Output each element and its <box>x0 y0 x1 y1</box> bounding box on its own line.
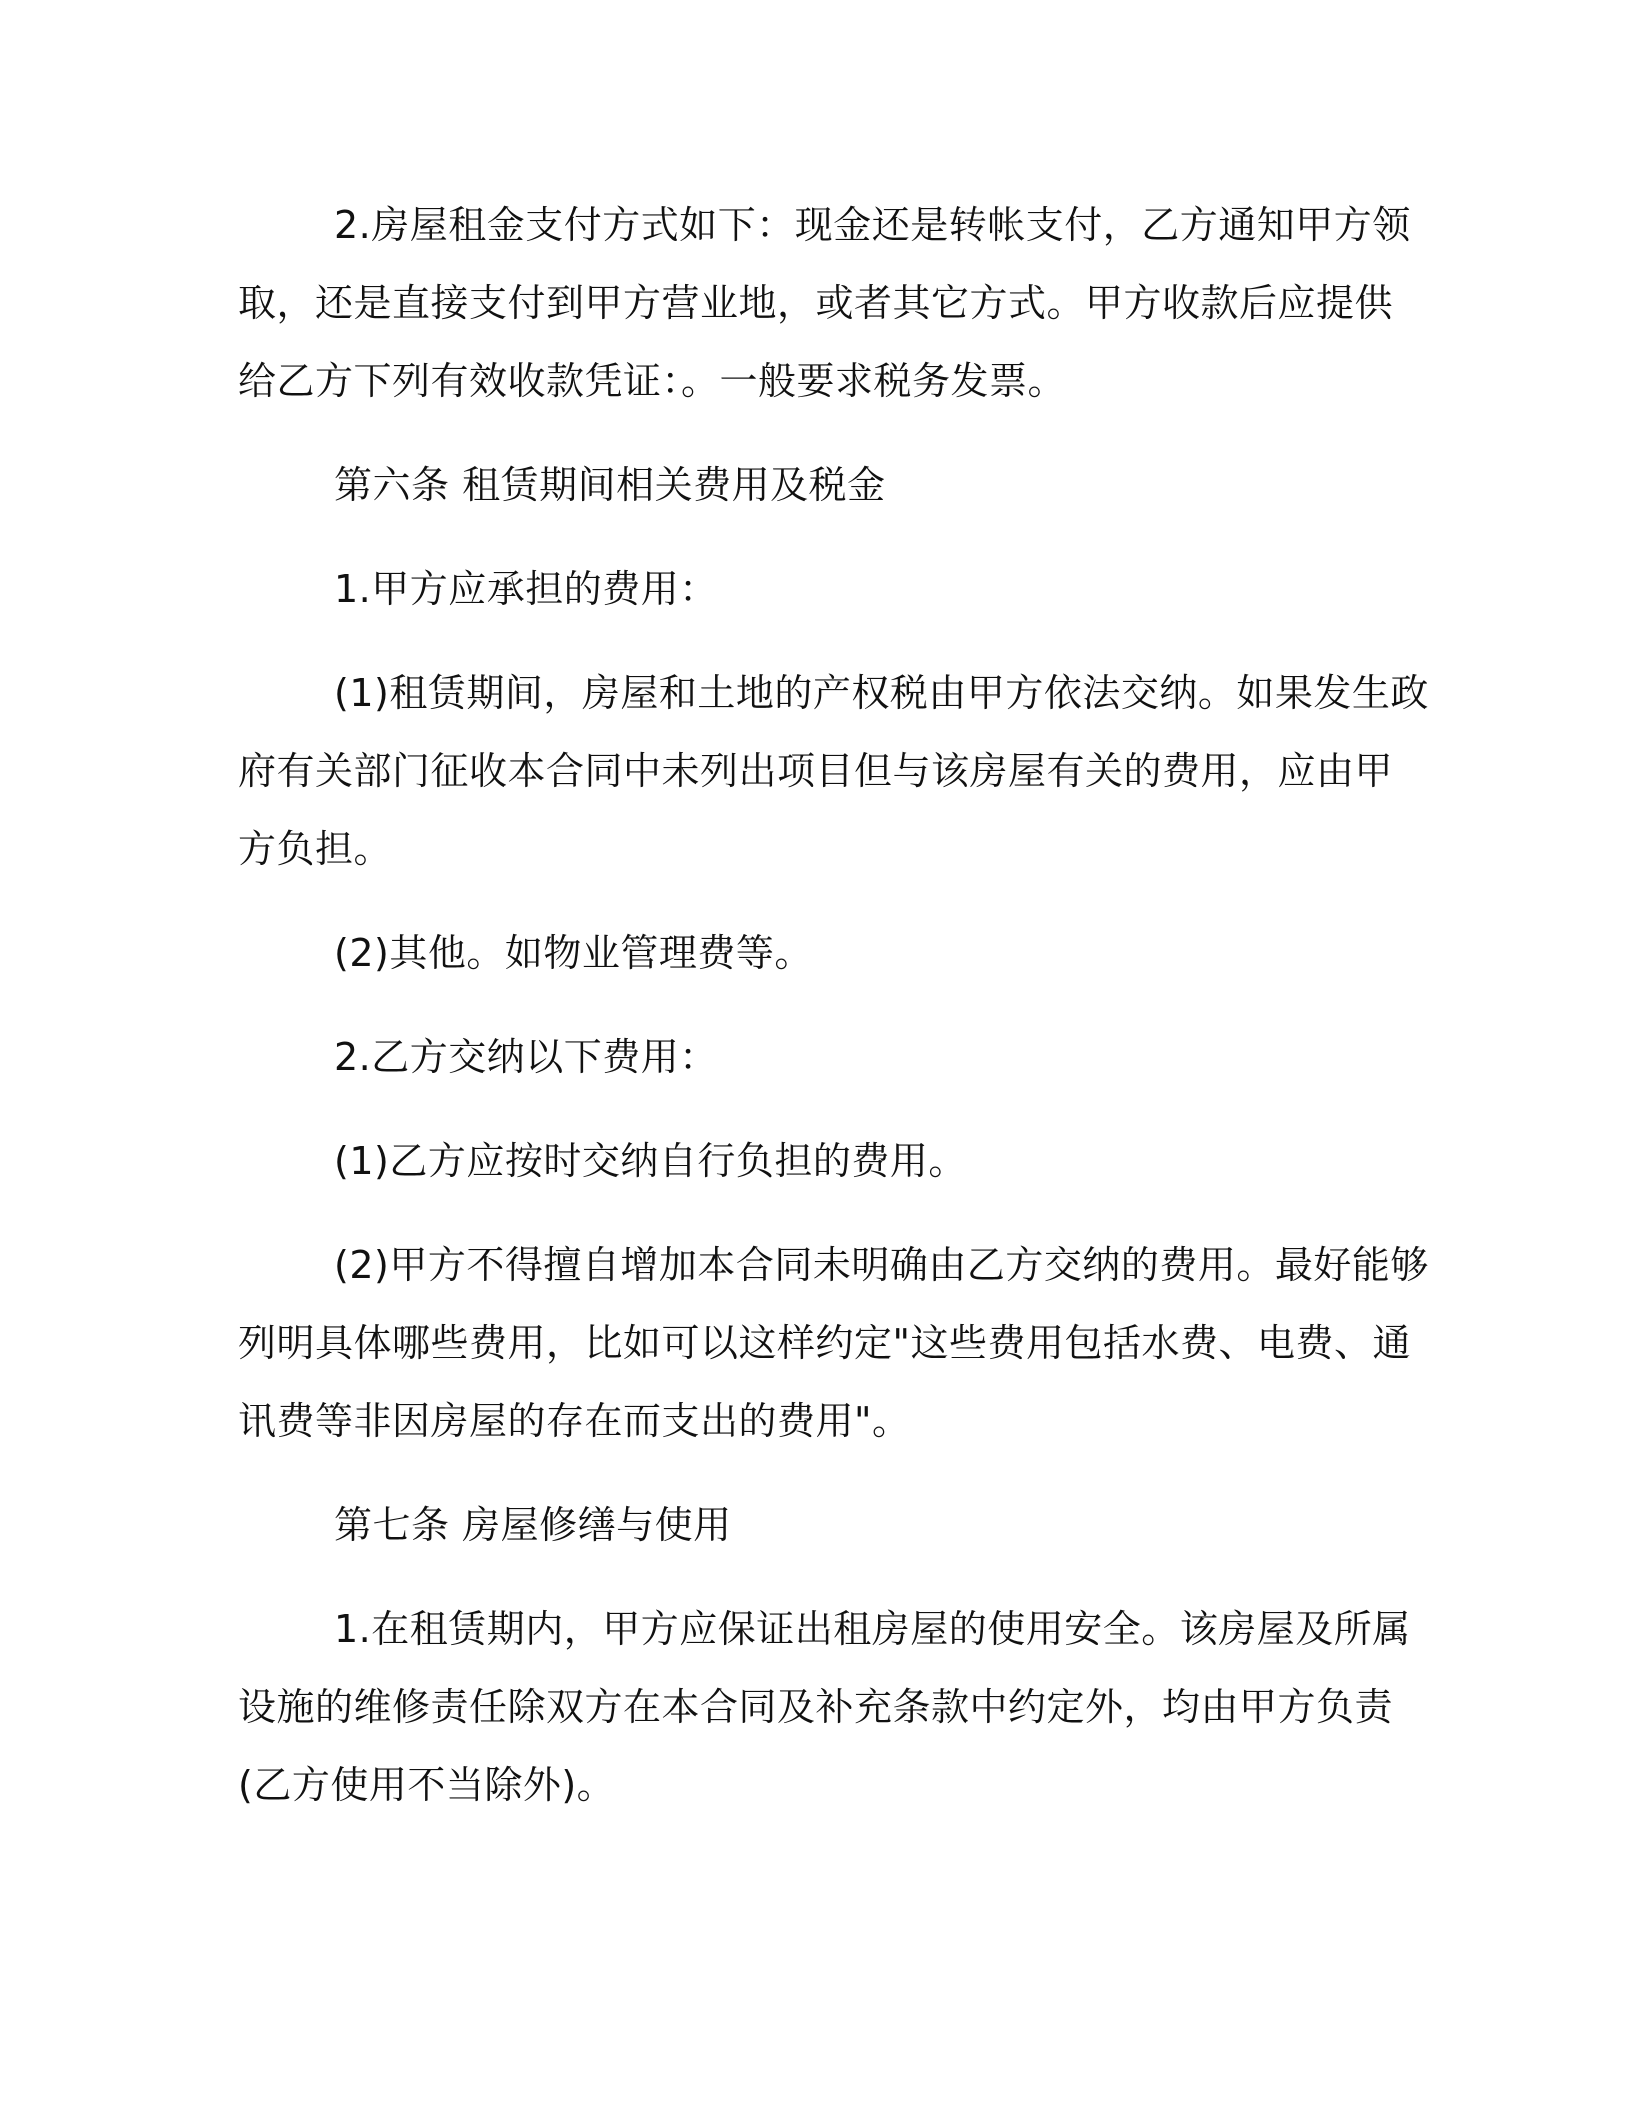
paragraph-line: 方负担。 <box>238 827 393 871</box>
paragraph-repair-responsibility <box>238 1590 1411 1824</box>
paragraph-party-b-pay-on-time <box>238 1122 1388 1200</box>
paragraph-line: (2)其他。如物业管理费等。 <box>334 931 813 975</box>
paragraph-line: 取，还是直接支付到甲方营业地，或者其它方式。甲方收款后应提供 <box>238 281 1394 325</box>
paragraph-line: 府有关部门征收本合同中未列出项目但与该房屋有关的费用，应由甲 <box>238 749 1394 793</box>
section-heading-article-6 <box>238 446 1388 524</box>
paragraph-line: (乙方使用不当除外)。 <box>238 1763 616 1807</box>
heading-line: 第六条 租赁期间相关费用及税金 <box>334 463 886 507</box>
paragraph-line: 1.在租赁期内，甲方应保证出租房屋的使用安全。该房屋及所属 <box>334 1607 1411 1651</box>
paragraph-property-tax <box>238 654 1429 888</box>
paragraph-no-extra-fees <box>238 1226 1429 1460</box>
paragraph-line: 1.甲方应承担的费用： <box>334 567 718 611</box>
paragraph-line: 2.房屋租金支付方式如下：现金还是转帐支付，乙方通知甲方领 <box>334 203 1411 247</box>
paragraph-party-b-fees-title <box>238 1018 1388 1096</box>
paragraph-party-a-fees-title <box>238 550 1388 628</box>
paragraph-line: (1)乙方应按时交纳自行负担的费用。 <box>334 1139 967 1183</box>
paragraph-line: (2)甲方不得擅自增加本合同未明确由乙方交纳的费用。最好能够 <box>334 1243 1429 1287</box>
paragraph-line: 列明具体哪些费用，比如可以这样约定"这些费用包括水费、电费、通 <box>238 1321 1411 1365</box>
paragraph-line: 设施的维修责任除双方在本合同及补充条款中约定外，均由甲方负责 <box>238 1685 1394 1729</box>
paragraph-payment-method <box>238 186 1411 420</box>
heading-line: 第七条 房屋修缮与使用 <box>334 1503 732 1547</box>
paragraph-line: (1)租赁期间，房屋和土地的产权税由甲方依法交纳。如果发生政 <box>334 671 1429 715</box>
paragraph-line: 给乙方下列有效收款凭证：。一般要求税务发票。 <box>238 359 1067 403</box>
document-body <box>238 186 1429 1850</box>
paragraph-other-fees <box>238 914 1388 992</box>
paragraph-line: 2.乙方交纳以下费用： <box>334 1035 718 1079</box>
section-heading-article-7 <box>238 1486 1388 1564</box>
paragraph-line: 讯费等非因房屋的存在而支出的费用"。 <box>238 1399 911 1443</box>
